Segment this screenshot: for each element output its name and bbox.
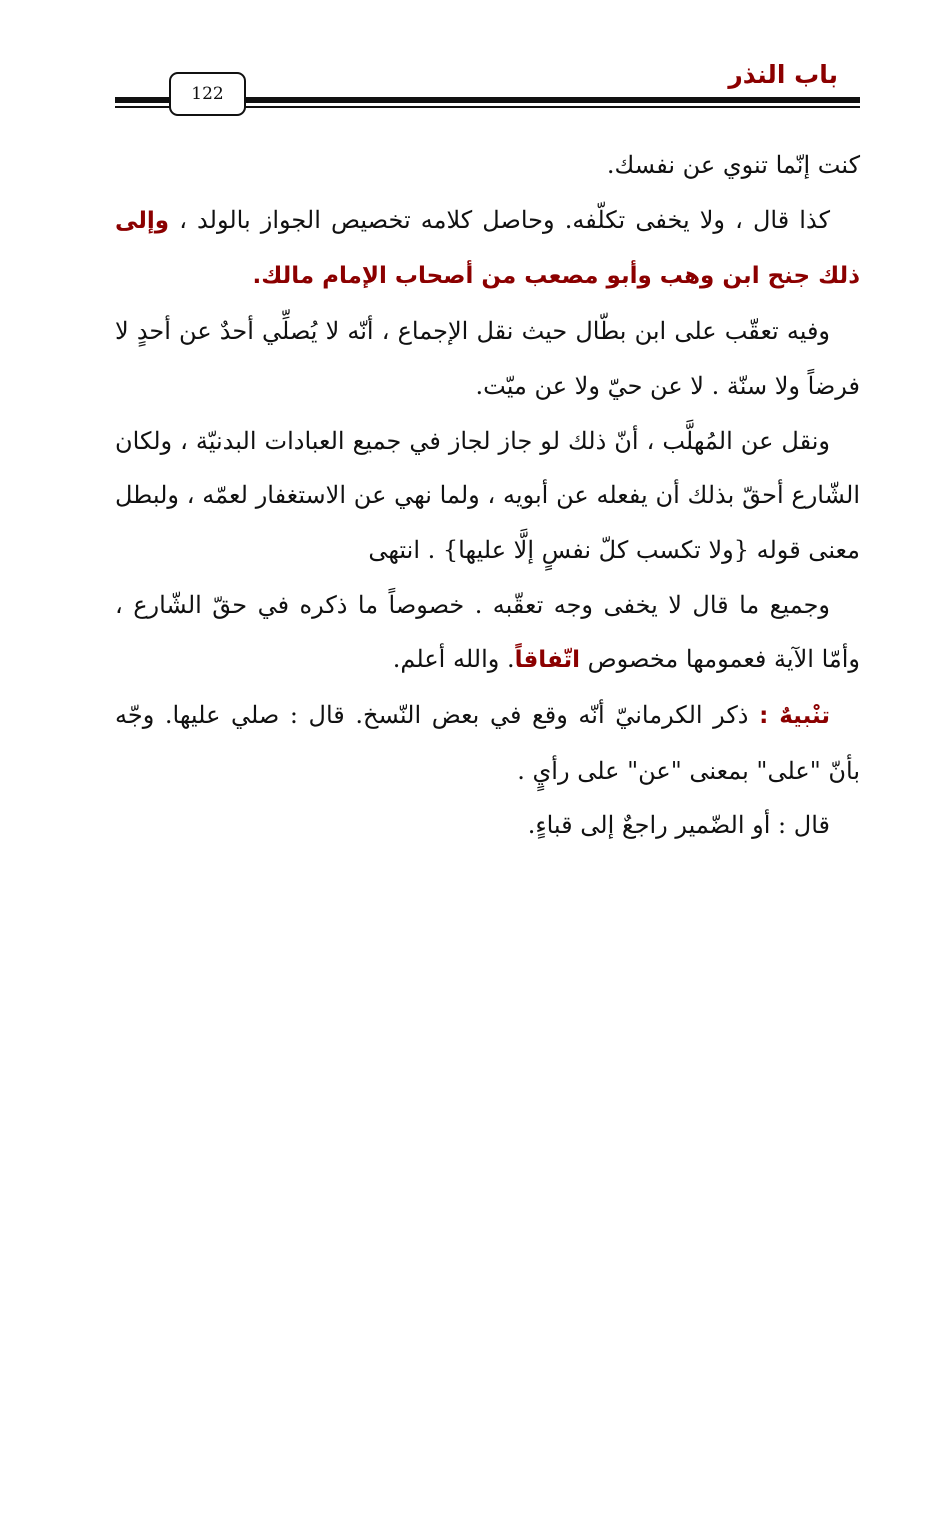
paragraph xyxy=(115,193,860,304)
page-header xyxy=(115,58,860,120)
text-body xyxy=(115,138,860,853)
paragraph xyxy=(115,688,860,798)
paragraph-text: . والله أعلم. xyxy=(392,645,515,674)
paragraph-text: وجميع ما قال لا يخفى وجه تعقّبه . خصوصاً ما ذكره في حقّ الشّارع ، وأمّا الآية فعمومها مخصوص xyxy=(115,590,860,674)
highlighted-text: وإلى ذلك جنح ابن وهب وأبو مصعب من أصحاب الإمام مالك. xyxy=(115,207,860,290)
page-number: 122 xyxy=(169,72,246,116)
paragraph-text: كذا قال ، ولا يخفى تكلّفه. وحاصل كلامه تخصيص الجواز بالولد ، xyxy=(169,205,830,234)
paragraph: ونقل عن المُهلَّب ، أنّ ذلك لو جاز لجاز في جميع العبادات البدنيّة ، ولكان الشّارع أحقّ بذلك أن يفعله عن أبويه ، ولما نهي عن الاستغفار لعمّه ، ولبطل معنى قوله {ولا تكسب كلّ نفسٍ إلَّا عليها} . انتهى xyxy=(115,426,860,564)
paragraph: كنت إنّما تنوي عن نفسك. xyxy=(606,151,860,179)
paragraph-text: ذكر الكرمانيّ أنّه وقع في بعض النّسخ. قال : صلي عليها. وجّه بأنّ "على" بمعنى "عن" على رأيٍ . xyxy=(115,701,860,785)
paragraph xyxy=(115,578,860,688)
paragraph: وفيه تعقّب على ابن بطّال حيث نقل الإجماع ، أنّه لا يُصلِّي أحدٌ عن أحدٍ لا فرضاً ولا سنّة . لا عن حيّ ولا عن ميّت. xyxy=(115,317,860,400)
chapter-title: باب النذر xyxy=(728,60,838,89)
highlighted-text: اتّفاقاً xyxy=(514,647,581,674)
note-label: تنْبيهٌ : xyxy=(759,703,830,730)
paragraph: قال : أو الضّمير راجعٌ إلى قباءٍ. xyxy=(527,811,830,840)
